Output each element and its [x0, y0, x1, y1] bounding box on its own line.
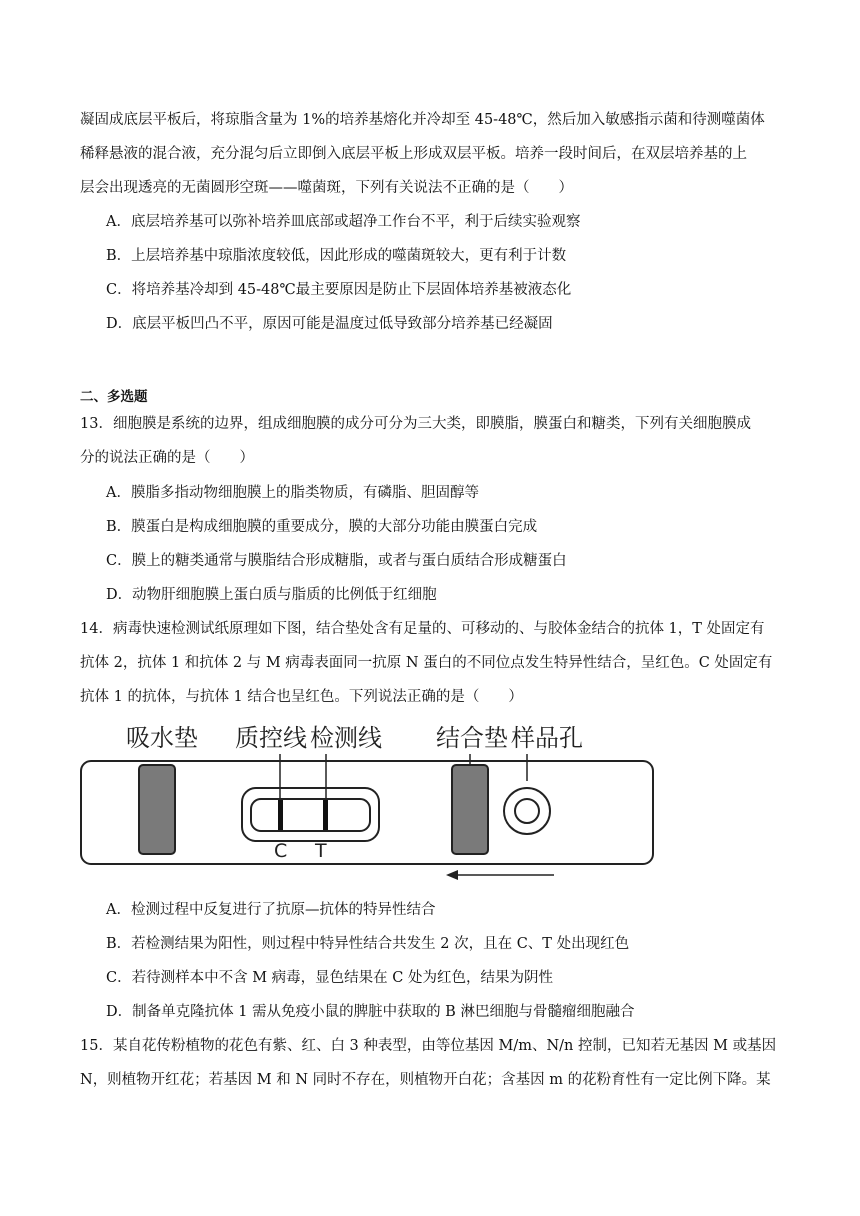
option-b: B．上层培养基中琼脂浓度较低，因此形成的噬菌斑较大，更有利于计数 — [106, 248, 567, 264]
question-14-line: 抗体 1 的抗体，与抗体 1 结合也呈红色。下列说法正确的是（ ） — [80, 689, 523, 705]
label-t: T — [315, 840, 327, 862]
paragraph-line: 凝固成底层平板后，将琼脂含量为 1%的培养基熔化并冷却至 45-48℃，然后加入敏感指示菌和待测噬菌体 — [80, 112, 765, 128]
label-control-line: 质控线 — [235, 724, 307, 752]
flow-arrow-head — [446, 870, 458, 880]
conjugate-pad — [452, 765, 488, 854]
label-sample-well: 样品孔 — [511, 724, 583, 752]
option-b: B．若检测结果为阳性，则过程中特异性结合共发生 2 次，且在 C、T 处出现红色 — [106, 936, 630, 952]
label-c: C — [274, 840, 288, 862]
option-a: A．膜脂多指动物细胞膜上的脂类物质，有磷脂、胆固醇等 — [106, 485, 479, 501]
option-d: D．底层平板凹凸不平，原因可能是温度过低导致部分培养基已经凝固 — [106, 316, 553, 332]
option-d: D．动物肝细胞膜上蛋白质与脂质的比例低于红细胞 — [106, 587, 437, 603]
option-c: C．若待测样本中不含 M 病毒，显色结果在 C 处为红色，结果为阴性 — [106, 970, 553, 986]
option-a: A．底层培养基可以弥补培养皿底部或超净工作台不平，利于后续实验观察 — [106, 214, 581, 230]
label-absorbent-pad: 吸水垫 — [126, 724, 198, 752]
question-13-line: 分的说法正确的是（ ） — [80, 450, 254, 466]
paragraph-line: 层会出现透亮的无菌圆形空斑——噬菌斑，下列有关说法不正确的是（ ） — [80, 180, 573, 196]
test-strip-figure — [78, 718, 658, 886]
option-c: C．膜上的糖类通常与膜脂结合形成糖脂，或者与蛋白质结合形成糖蛋白 — [106, 553, 567, 569]
paragraph-line: 稀释悬液的混合液，充分混匀后立即倒入底层平板上形成双层平板。培养一段时间后，在双层培养基的上 — [80, 146, 747, 162]
option-c: C．将培养基冷却到 45-48℃最主要原因是防止下层固体培养基被液态化 — [106, 282, 572, 298]
label-conjugate-pad: 结合垫 — [436, 724, 508, 752]
control-line-mark — [278, 800, 283, 830]
question-13-line: 13．细胞膜是系统的边界，组成细胞膜的成分可分为三大类，即膜脂，膜蛋白和糖类，下列有关细胞膜成 — [80, 416, 751, 432]
question-15-line: N，则植物开红花；若基因 M 和 N 同时不存在，则植物开白花；含基因 m 的花粉育性有一定比例下降。某 — [80, 1072, 771, 1088]
question-14-line: 抗体 2，抗体 1 和抗体 2 与 M 病毒表面同一抗原 N 蛋白的不同位点发生特异性结合，呈红色。C 处固定有 — [80, 655, 773, 671]
sample-well-inner — [515, 799, 539, 823]
option-d: D．制备单克隆抗体 1 需从免疫小鼠的脾脏中获取的 B 淋巴细胞与骨髓瘤细胞融合 — [106, 1004, 635, 1020]
question-15-line: 15．某自花传粉植物的花色有紫、红、白 3 种表型，由等位基因 M/m、N/n 控制，已知若无基因 M 或基因 — [80, 1038, 777, 1054]
question-14-line: 14．病毒快速检测试纸原理如下图，结合垫处含有足量的、可移动的、与胶体金结合的抗体 1，T 处固定有 — [80, 621, 765, 637]
test-line-mark — [323, 800, 328, 830]
label-test-line: 检测线 — [310, 724, 382, 752]
section-heading: 二、多选题 — [80, 389, 148, 405]
result-window-inner — [251, 799, 370, 831]
absorbent-pad — [139, 765, 175, 854]
option-b: B．膜蛋白是构成细胞膜的重要成分，膜的大部分功能由膜蛋白完成 — [106, 519, 538, 535]
option-a: A．检测过程中反复进行了抗原—抗体的特异性结合 — [106, 902, 436, 918]
